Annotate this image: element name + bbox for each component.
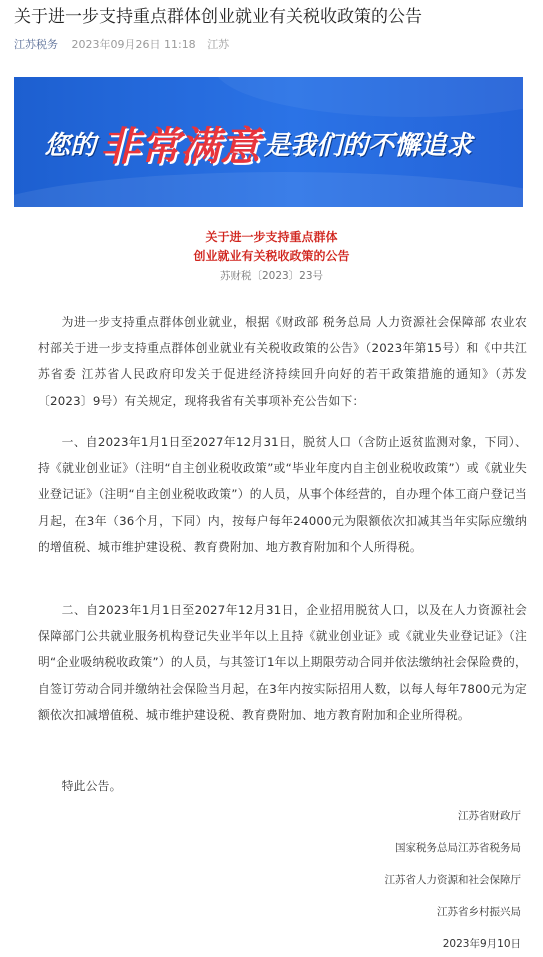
banner-slogan-part3: 是我们的不懈追求 xyxy=(264,131,473,161)
body-paragraph-closing: 特此公告。 xyxy=(61,779,122,793)
banner-slogan xyxy=(44,115,514,172)
doc-number: 苏财税〔2023〕23号 xyxy=(219,270,324,282)
publish-region: 江苏 xyxy=(207,38,230,51)
account-name-link[interactable]: 江苏税务 xyxy=(14,38,58,51)
signature-date: 2023年9月10日 xyxy=(442,938,521,950)
article-meta xyxy=(14,37,229,53)
signature-tax-bureau: 国家税务总局江苏省税务局 xyxy=(395,842,521,854)
doc-heading-line2: 创业就业有关税收政策的公告 xyxy=(193,249,350,263)
banner-slogan-highlight: 非常满意 xyxy=(100,123,261,170)
signature-finance-department: 江苏省财政厅 xyxy=(458,810,521,822)
banner-wave-decoration xyxy=(14,172,523,207)
signature-rural-bureau: 江苏省乡村振兴局 xyxy=(437,906,521,918)
doc-heading-line1: 关于进一步支持重点群体 xyxy=(205,230,338,244)
banner-slogan-part1: 您的 xyxy=(44,131,97,161)
body-paragraph-item1: 一、自2023年1月1日至2027年12月31日，脱贫人口（含防止返贫监测对象，下同）、持《就业创业证》（注明“自主创业税收政策”或“毕业年度内自主创业税收政策”）或《就业失业登记证》（注明“自主创业税收政策”）的人员，从事个体经营的，自办理个体工商户登记当月起，在3年（36个月，下同）内，按每户每年24000元为限额依次扣减其当年实际应缴纳的增值税、城市维护建设税、教育费附加、地方教育附加和个人所得税。 xyxy=(38,435,527,554)
banner-wave-decoration xyxy=(214,77,523,117)
body-paragraph-intro: 为进一步支持重点群体创业就业，根据《财政部 税务总局 人力资源社会保障部 农业农村部关于进一步支持重点群体创业就业有关税收政策的公告》（2023年第15号）和《中共江苏省委 江苏省人民政府印发关于促进经济持续回升向好的若干政策措施的通知》（苏发〔2023〕9号）有关规定，现将我省有关事项补充公告如下： xyxy=(38,315,527,408)
publish-time: 2023年09月26日 11:18 xyxy=(71,38,196,51)
banner-image xyxy=(14,77,523,207)
body-paragraph-item2: 二、自2023年1月1日至2027年12月31日，企业招用脱贫人口，以及在人力资源社会保障部门公共就业服务机构登记失业半年以上且持《就业创业证》或《就业失业登记证》（注明“企业吸纳税收政策”）的人员，与其签订1年以上期限劳动合同并依法缴纳社会保险费的，自签订劳动合同并缴纳社会保险当月起，在3年内按实际招用人数，以每人每年7800元为定额依次扣减增值税、城市维护建设税、教育费附加、地方教育附加和企业所得税。 xyxy=(38,603,527,722)
signature-hr-department: 江苏省人力资源和社会保障厅 xyxy=(384,874,521,886)
article-title: 关于进一步支持重点群体创业就业有关税收政策的公告 xyxy=(14,7,422,27)
